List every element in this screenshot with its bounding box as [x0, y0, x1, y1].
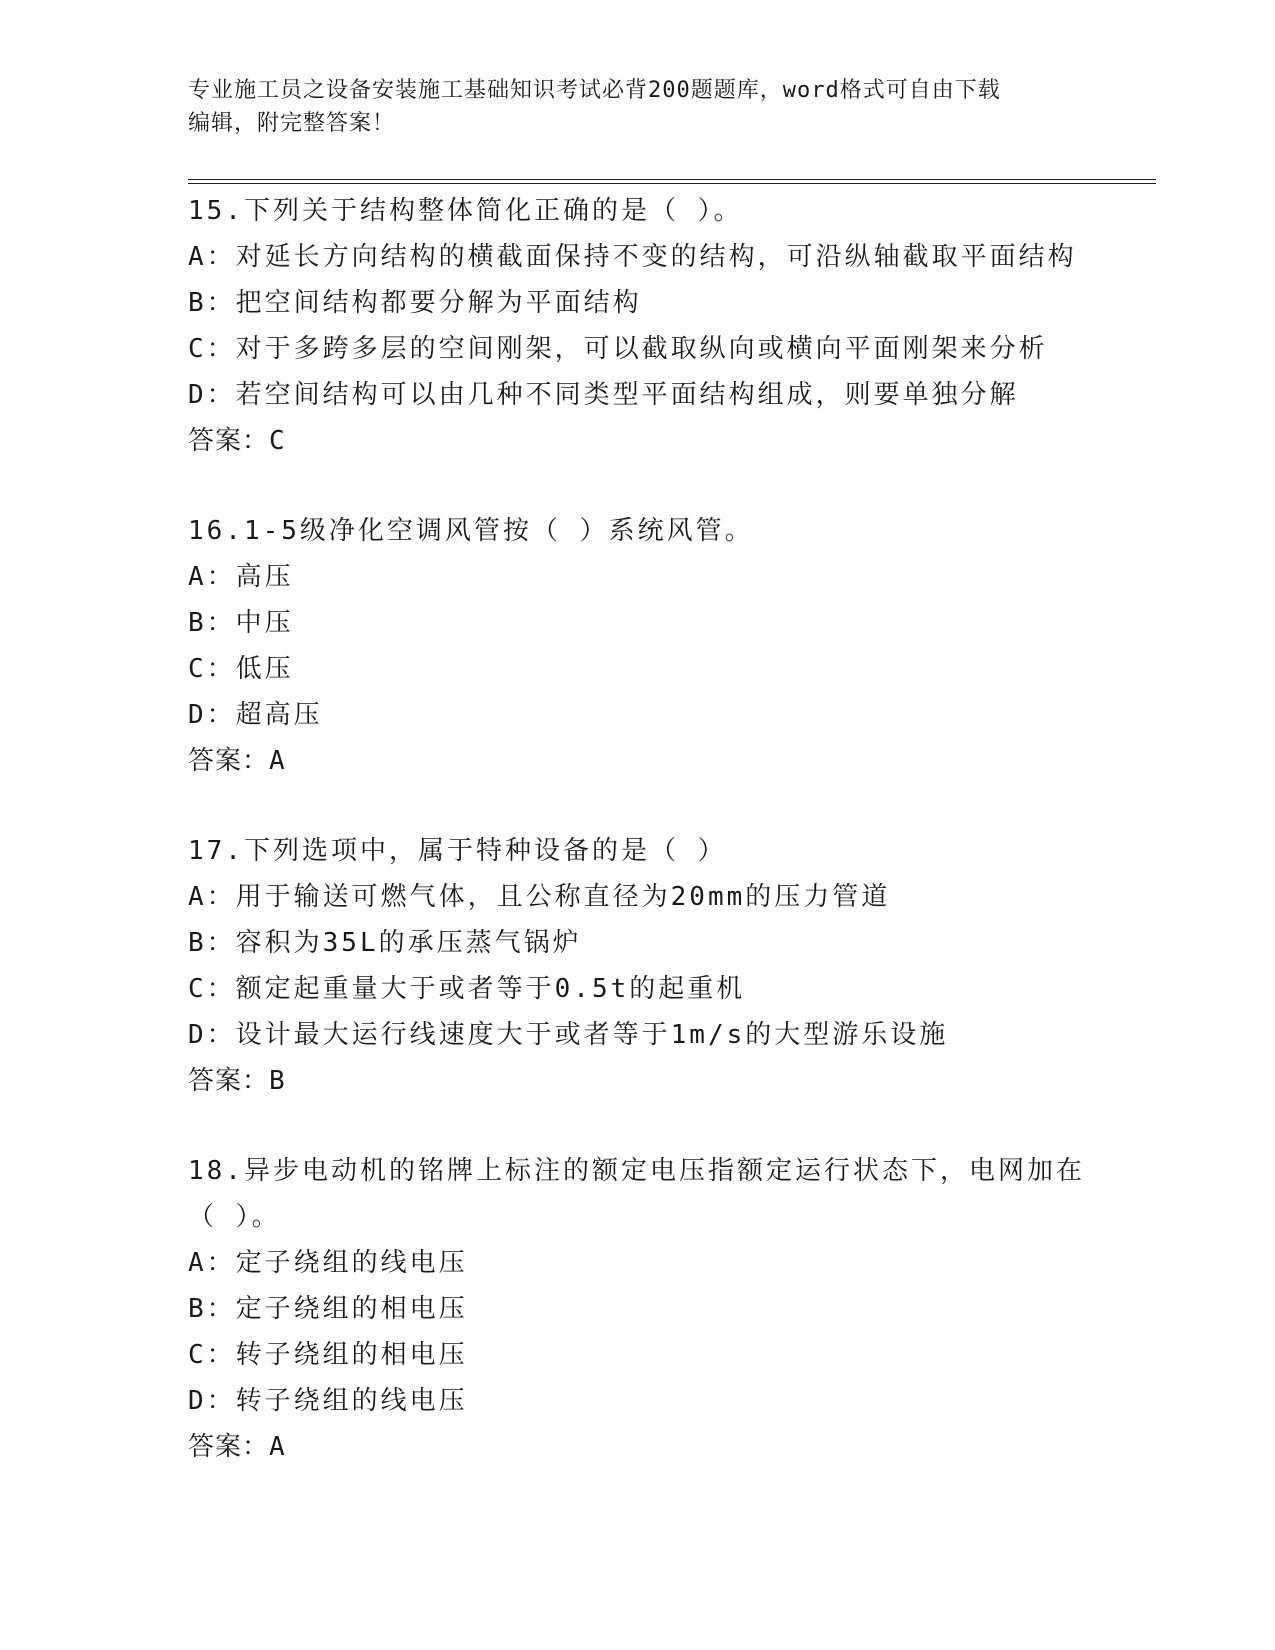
option-a: A：对延长方向结构的横截面保持不变的结构，可沿纵轴截取平面结构 — [188, 242, 1077, 272]
answer: 答案：B — [188, 1066, 286, 1096]
question-15 — [188, 188, 1088, 464]
question-stem: 16.1-5级净化空调风管按（ ）系统风管。 — [188, 516, 754, 546]
option-c: C：低压 — [188, 654, 294, 684]
header-divider-top — [188, 179, 1156, 180]
option-d: D：设计最大运行线速度大于或者等于1m/s的大型游乐设施 — [188, 1020, 949, 1050]
option-c: C：转子绕组的相电压 — [188, 1340, 468, 1370]
option-b: B：中压 — [188, 608, 294, 638]
question-stem: 15.下列关于结构整体简化正确的是（ ）。 — [188, 196, 743, 226]
option-b: B：把空间结构都要分解为平面结构 — [188, 288, 642, 318]
question-16 — [188, 508, 1088, 784]
option-a: A：定子绕组的线电压 — [188, 1248, 468, 1278]
option-b: B：容积为35L的承压蒸气锅炉 — [188, 928, 582, 958]
question-stem: 18.异步电动机的铭牌上标注的额定电压指额定运行状态下，电网加在（ ）。 — [188, 1156, 1085, 1232]
question-18 — [188, 1148, 1088, 1470]
option-d: D：若空间结构可以由几种不同类型平面结构组成，则要单独分解 — [188, 380, 1019, 410]
answer: 答案：A — [188, 746, 286, 776]
option-d: D：超高压 — [188, 700, 323, 730]
answer: 答案：A — [188, 1432, 286, 1462]
header-divider-bottom — [188, 183, 1156, 184]
option-c: C：额定起重量大于或者等于0.5t的起重机 — [188, 974, 746, 1004]
option-d: D：转子绕组的线电压 — [188, 1386, 468, 1416]
option-b: B：定子绕组的相电压 — [188, 1294, 468, 1324]
question-stem: 17.下列选项中，属于特种设备的是（ ） — [188, 836, 727, 866]
document-header — [188, 74, 1088, 140]
answer: 答案：C — [188, 426, 286, 456]
question-17 — [188, 828, 1088, 1104]
header-line-1: 专业施工员之设备安装施工基础知识考试必背200题题库，word格式可自由下载 — [188, 78, 1001, 103]
option-a: A：用于输送可燃气体，且公称直径为20mm的压力管道 — [188, 882, 891, 912]
option-c: C：对于多跨多层的空间刚架，可以截取纵向或横向平面刚架来分析 — [188, 334, 1048, 364]
header-line-2: 编辑，附完整答案！ — [188, 111, 396, 136]
option-a: A：高压 — [188, 562, 294, 592]
